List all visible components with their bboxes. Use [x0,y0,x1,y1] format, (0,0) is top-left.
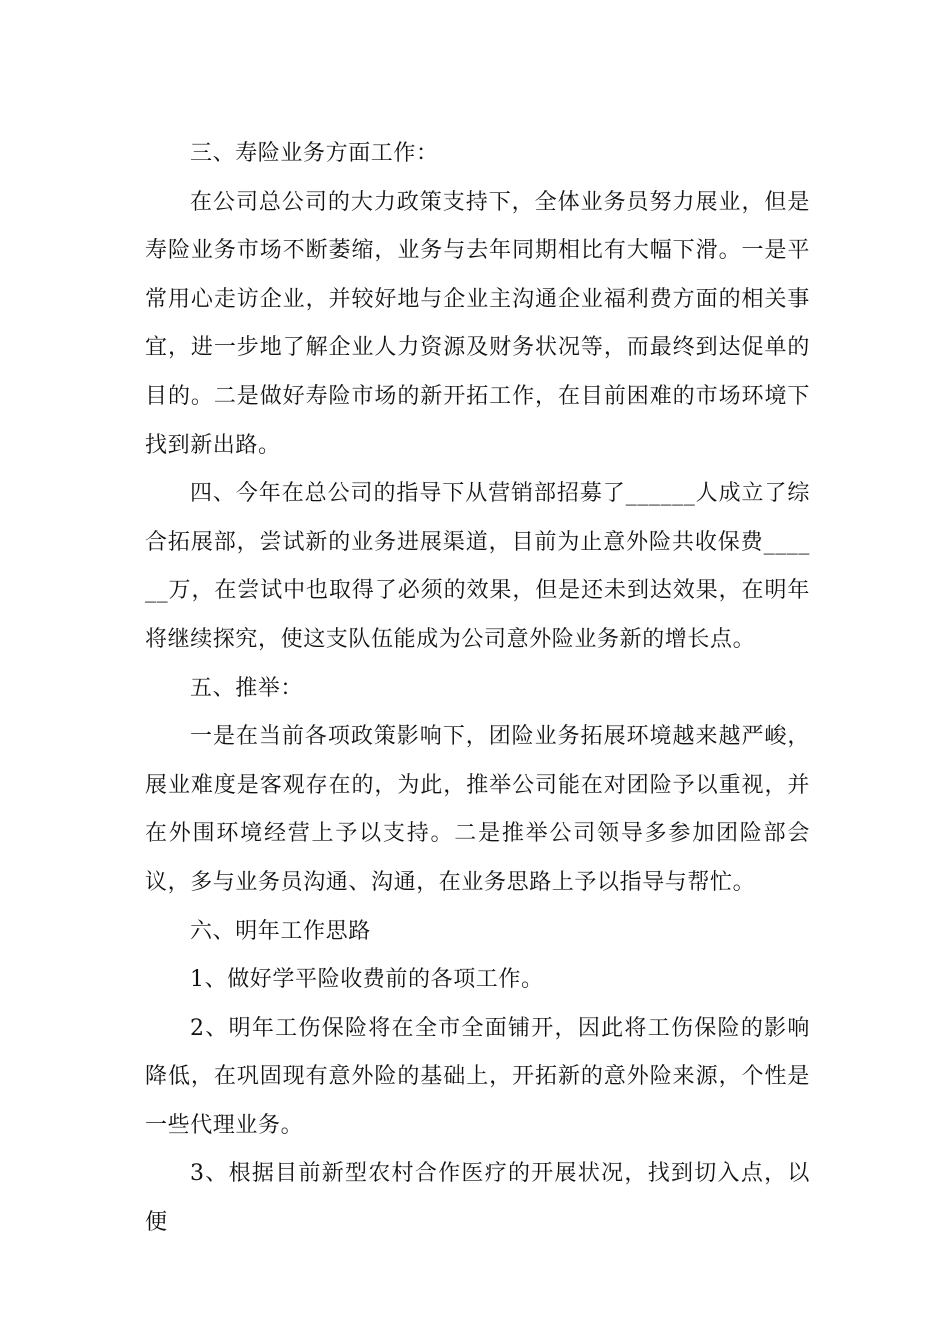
paragraph-section-four: 四、今年在总公司的指导下从营销部招募了______人成立了综合拓展部，尝试新的业务进展渠道，目前为止意外险共收保费______万，在尝试中也取得了必须的效果，但是还未到达效果，在明年将继续探究，使这支队伍能成为公司意外险业务新的增长点。 [145,481,810,652]
section-heading-recommendations: 五、推举： [190,675,304,701]
section-heading-life-insurance: 三、寿险业务方面工作： [190,141,439,166]
section-heading-next-year-plan: 六、明年工作思路 [190,918,371,944]
list-item-plan-3: 3、根据目前新型农村合作医疗的开展状况，找到切入点，以便 [145,1161,810,1236]
paragraph-recommendations: 一是在当前各项政策影响下，团险业务拓展环境越来越严峻，展业难度是客观存在的，为此，推举公司能在对团险予以重视，并在外围环境经营上予以支持。二是推举公司领导多参加团险部会议，多与业务员沟通、沟通，在业务思路上予以指导与帮忙。 [145,724,810,895]
list-item-plan-1: 1、做好学平险收费前的各项工作。 [190,967,544,993]
list-item-plan-2: 2、明年工伤保险将在全市全面铺开，因此将工伤保险的影响降低，在巩固现有意外险的基础上，开拓新的意外险来源，个性是一些代理业务。 [145,1015,810,1138]
document-body [145,130,810,1248]
paragraph-life-insurance-work: 在公司总公司的大力政策支持下，全体业务员努力展业，但是寿险业务市场不断萎缩，业务与去年同期相比有大幅下滑。一是平常用心走访企业，并较好地与企业主沟通企业福利费方面的相关事宜，进一步地了解企业人力资源及财务状况等，而最终到达促单的目的。二是做好寿险市场的新开拓工作，在目前困难的市场环境下找到新出路。 [145,189,810,458]
